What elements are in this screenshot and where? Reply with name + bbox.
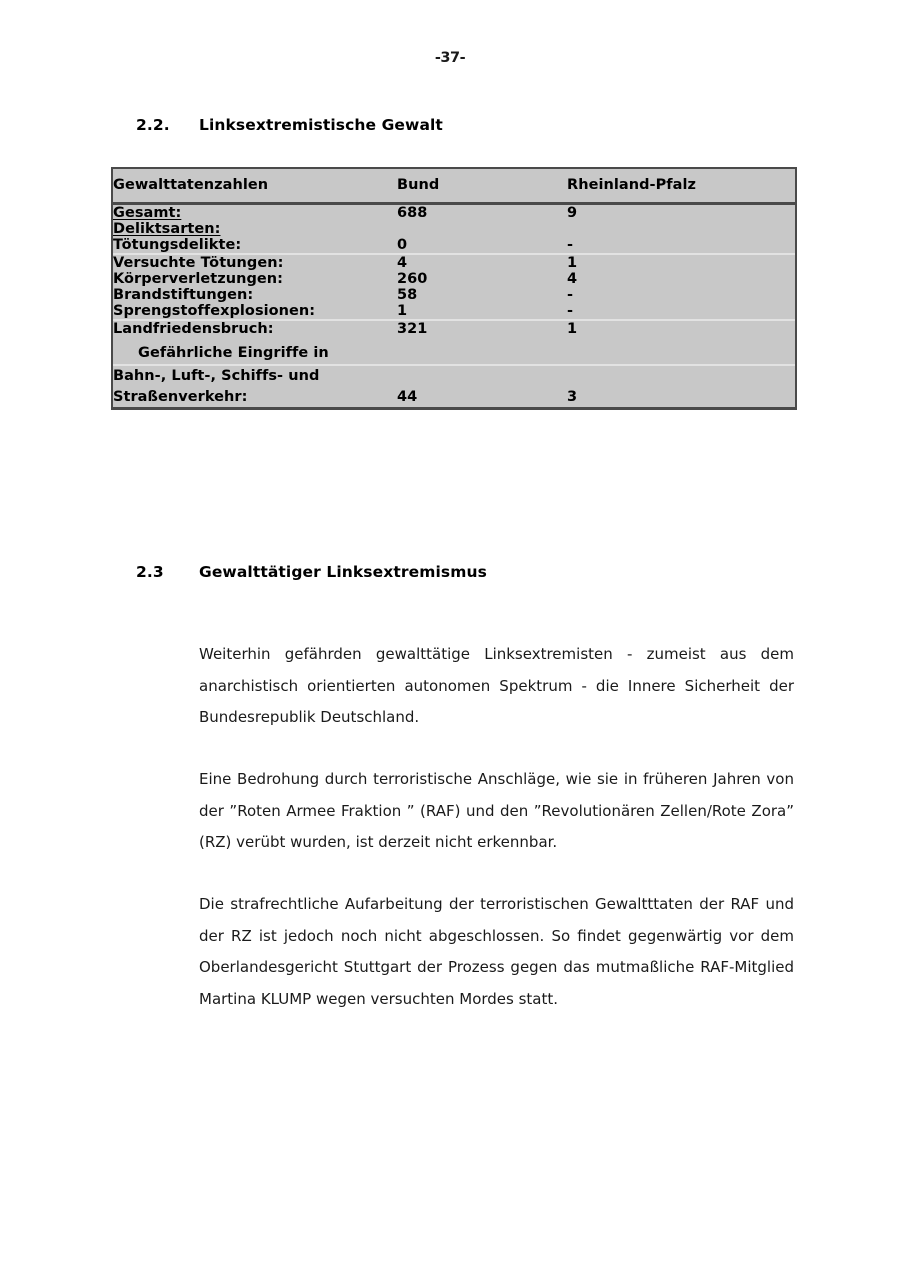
section-title: Gewalttätiger Linksextremismus xyxy=(199,563,487,581)
table-row xyxy=(113,237,795,254)
row-value-bund: 321 xyxy=(397,320,567,337)
row-label: Deliktsarten: xyxy=(113,221,397,237)
row-value-rlp: 4 xyxy=(567,271,795,287)
table-row xyxy=(113,287,795,303)
row-value-rlp: - xyxy=(567,237,795,254)
column-header-rheinland-pfalz: Rheinland-Pfalz xyxy=(567,169,795,204)
table-header-row xyxy=(113,169,795,204)
section-heading-2-2 xyxy=(136,116,443,134)
table-row xyxy=(113,254,795,271)
section-heading-2-3 xyxy=(136,563,487,581)
row-value-bund: 58 xyxy=(397,287,567,303)
row-value-bund-text: 44 xyxy=(397,388,418,405)
row-value-bund: 0 xyxy=(397,237,567,254)
row-value-rlp: 1 xyxy=(567,254,795,271)
row-value-rlp: - xyxy=(567,287,795,303)
row-label: Brandstiftungen: xyxy=(113,287,397,303)
page-number: -37- xyxy=(434,50,466,66)
row-value-rlp: 1 xyxy=(567,320,795,337)
table-row xyxy=(113,303,795,320)
table-row xyxy=(113,271,795,287)
section-number: 2.3 xyxy=(136,563,164,581)
row-value-bund: 4 xyxy=(397,254,567,271)
row-label-line-1: Bahn-, Luft-, Schiffs- und xyxy=(113,368,320,384)
column-header-bund: Bund xyxy=(397,169,567,204)
row-value-bund: 1 xyxy=(397,303,567,320)
row-value-bund: 688 xyxy=(397,204,567,222)
table-row xyxy=(113,337,795,365)
row-value-rlp-text: 3 xyxy=(567,388,578,405)
row-label: Körperverletzungen: xyxy=(113,271,397,287)
row-value-rlp: 9 xyxy=(567,204,795,222)
column-header-category: Gewalttatenzahlen xyxy=(113,169,397,204)
body-paragraph: Weiterhin gefährden gewalttätige Linksextremisten - zumeist aus dem anarchistisch orientierten autonomen Spektrum - die Innere Sicherheit der Bundesrepublik Deutschland. xyxy=(199,645,794,726)
row-value-bund xyxy=(397,221,567,237)
row-label: Versuchte Tötungen: xyxy=(113,254,397,271)
table-row xyxy=(113,365,795,407)
row-label: Sprengstoffexplosionen: xyxy=(113,303,397,320)
body-paragraph: Eine Bedrohung durch terroristische Anschläge, wie sie in früheren Jahren von der ”Roten Armee Fraktion ” (RAF) und den ”Revolutionären Zellen/Rote Zora” (RZ) verübt wurden, ist derzeit nicht erkennbar. xyxy=(199,770,794,851)
table-row xyxy=(113,221,795,237)
row-value-rlp: - xyxy=(567,303,795,320)
row-label: Landfriedensbruch: xyxy=(113,320,397,337)
row-value-rlp xyxy=(567,221,795,237)
row-label xyxy=(113,365,397,407)
section-number: 2.2. xyxy=(136,116,170,134)
row-value-bund xyxy=(397,337,567,365)
row-label-line-2: Straßenverkehr: xyxy=(113,388,248,405)
row-label: Tötungsdelikte: xyxy=(113,237,397,254)
row-label: Gefährliche Eingriffe in xyxy=(113,337,397,365)
table-row xyxy=(113,320,795,337)
row-value-bund: 260 xyxy=(397,271,567,287)
row-value-bund xyxy=(397,365,567,407)
row-value-rlp xyxy=(567,337,795,365)
body-paragraph: Die strafrechtliche Aufarbeitung der terroristischen Gewaltttaten der RAF und der RZ ist jedoch noch nicht abgeschlossen. So findet gegenwärtig vor dem Oberlandesgericht Stuttgart der Prozess gegen das mutmaßliche RAF-Mitglied Martina KLUMP wegen versuchten Mordes statt. xyxy=(199,895,794,1008)
violence-statistics-table xyxy=(111,167,797,410)
row-value-rlp xyxy=(567,365,795,407)
section-title: Linksextremistische Gewalt xyxy=(199,116,443,134)
row-label: Gesamt: xyxy=(113,204,397,222)
table-row xyxy=(113,204,795,222)
